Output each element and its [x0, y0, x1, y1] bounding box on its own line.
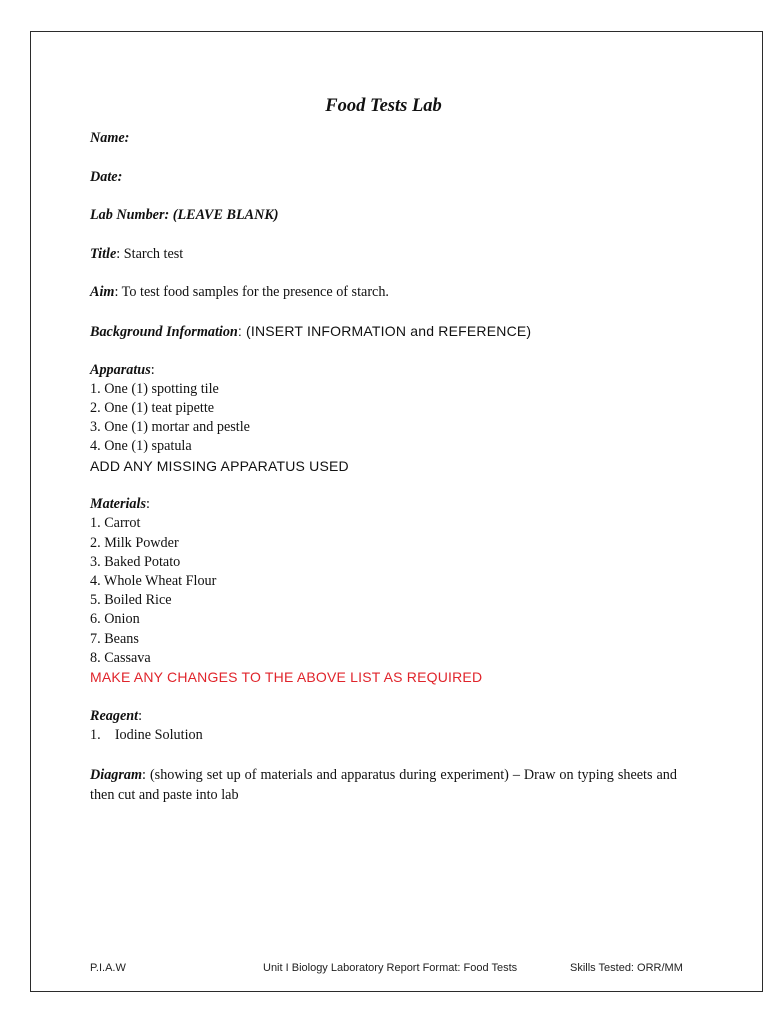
footer-left: P.I.A.W — [90, 962, 126, 974]
apparatus-colon: : — [150, 362, 155, 378]
aim-field — [90, 284, 389, 301]
list-item: 1. Carrot — [90, 515, 141, 531]
title-field — [90, 246, 183, 263]
list-item: 2. One (1) teat pipette — [90, 400, 215, 416]
materials-heading — [90, 496, 150, 513]
reagent-heading — [90, 708, 142, 725]
list-item: 1. Iodine Solution — [90, 727, 203, 743]
apparatus-note: ADD ANY MISSING APPARATUS USED — [90, 458, 349, 474]
diagram-paragraph — [90, 766, 677, 805]
aim-label: Aim — [90, 284, 115, 300]
list-item: 4. Whole Wheat Flour — [90, 573, 217, 589]
diagram-value: : (showing set up of materials and apparatus during experiment) – Draw on typing sheets and then cut and paste into lab — [90, 767, 677, 803]
list-item: 3. Baked Potato — [90, 554, 181, 570]
background-value: : (INSERT INFORMATION and REFERENCE) — [237, 323, 532, 339]
reagent-colon: : — [138, 708, 143, 724]
list-item: 7. Beans — [90, 631, 139, 647]
list-item: 5. Boiled Rice — [90, 592, 172, 608]
lab-number-label: Lab Number: (LEAVE BLANK) — [90, 207, 279, 223]
list-item: 8. Cassava — [90, 650, 151, 666]
document-title: Food Tests Lab — [325, 96, 442, 116]
reagent-label: Reagent — [90, 708, 139, 724]
list-item: 2. Milk Powder — [90, 535, 179, 551]
aim-value: : To test food samples for the presence of starch. — [114, 284, 389, 300]
list-item: 1. One (1) spotting tile — [90, 381, 219, 397]
title-label: Title — [90, 246, 117, 262]
list-item: 6. Onion — [90, 611, 140, 627]
title-value: : Starch test — [116, 246, 184, 262]
materials-note: MAKE ANY CHANGES TO THE ABOVE LIST AS REQUIRED — [90, 669, 483, 685]
materials-label: Materials — [90, 496, 146, 512]
list-item: 4. One (1) spatula — [90, 438, 192, 454]
footer-right: Skills Tested: ORR/MM — [570, 962, 683, 974]
diagram-label: Diagram — [90, 767, 143, 783]
apparatus-label: Apparatus — [90, 362, 151, 378]
materials-colon: : — [145, 496, 150, 512]
date-label: Date: — [90, 169, 123, 185]
name-label: Name: — [90, 130, 130, 146]
document-page — [30, 31, 763, 992]
footer-center: Unit I Biology Laboratory Report Format: Food Tests — [263, 962, 518, 974]
apparatus-heading — [90, 362, 155, 379]
background-field — [90, 323, 531, 341]
list-item: 3. One (1) mortar and pestle — [90, 419, 250, 435]
background-label: Background Information — [90, 324, 238, 340]
